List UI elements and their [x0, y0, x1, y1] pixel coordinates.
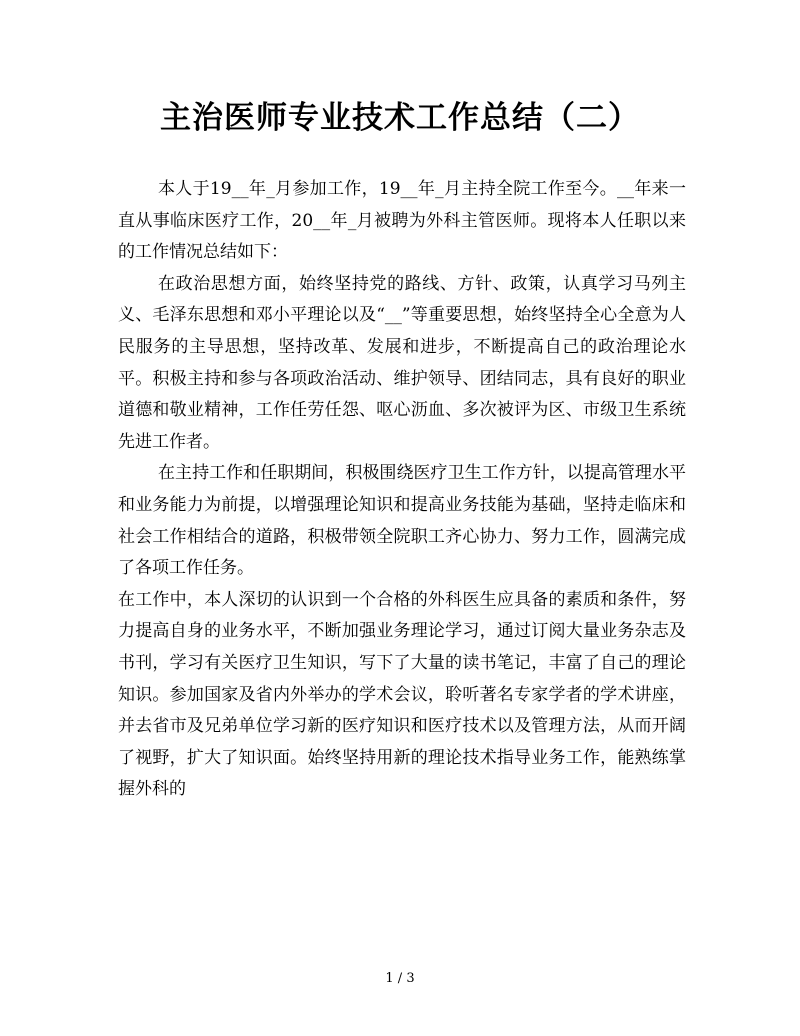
paragraph-professional-study: 在工作中，本人深切的认识到一个合格的外科医生应具备的素质和条件，努力提高自身的业务水平，不断加强业务理论学习，通过订阅大量业务杂志及书刊，学习有关医疗卫生知识，写下了大量的读书笔记，丰富了自己的理论知识。参加国家及省内外举办的学术会议，聆听著名专家学者的学术讲座，并去省市及兄弟单位学习新的医疗知识和医疗技术以及管理方法，从而开阔了视野，扩大了知识面。始终坚持用新的理论技术指导业务工作，能熟练掌握外科的	[118, 589, 686, 800]
document-body	[118, 174, 686, 806]
paragraph-political-thought: 在政治思想方面，始终坚持党的路线、方针、政策，认真学习马列主义、毛泽东思想和邓小平理论以及“__”等重要思想，始终坚持全心全意为人民服务的主导思想，坚持改革、发展和进步，不断提高自己的政治理论水平。积极主持和参与各项政治活动、维护领导、团结同志，具有良好的职业道德和敬业精神，工作任劳任怨、呕心沥血、多次被评为区、市级卫生系统先进工作者。	[118, 273, 686, 452]
paragraph-leadership: 在主持工作和任职期间，积极围绕医疗卫生工作方针，以提高管理水平和业务能力为前提，以增强理论知识和提高业务技能为基础，坚持走临床和社会工作相结合的道路，积极带领全院职工齐心协力、努力工作，圆满完成了各项工作任务。	[118, 463, 686, 579]
document-title: 主治医师专业技术工作总结（二）	[160, 100, 640, 136]
page-number: 1 / 3	[385, 971, 415, 986]
paragraph-intro: 本人于19__年_月参加工作，19__年_月主持全院工作至今。__年来一直从事临床医疗工作，20__年_月被聘为外科主管医师。现将本人任职以来的工作情况总结如下：	[118, 179, 686, 263]
